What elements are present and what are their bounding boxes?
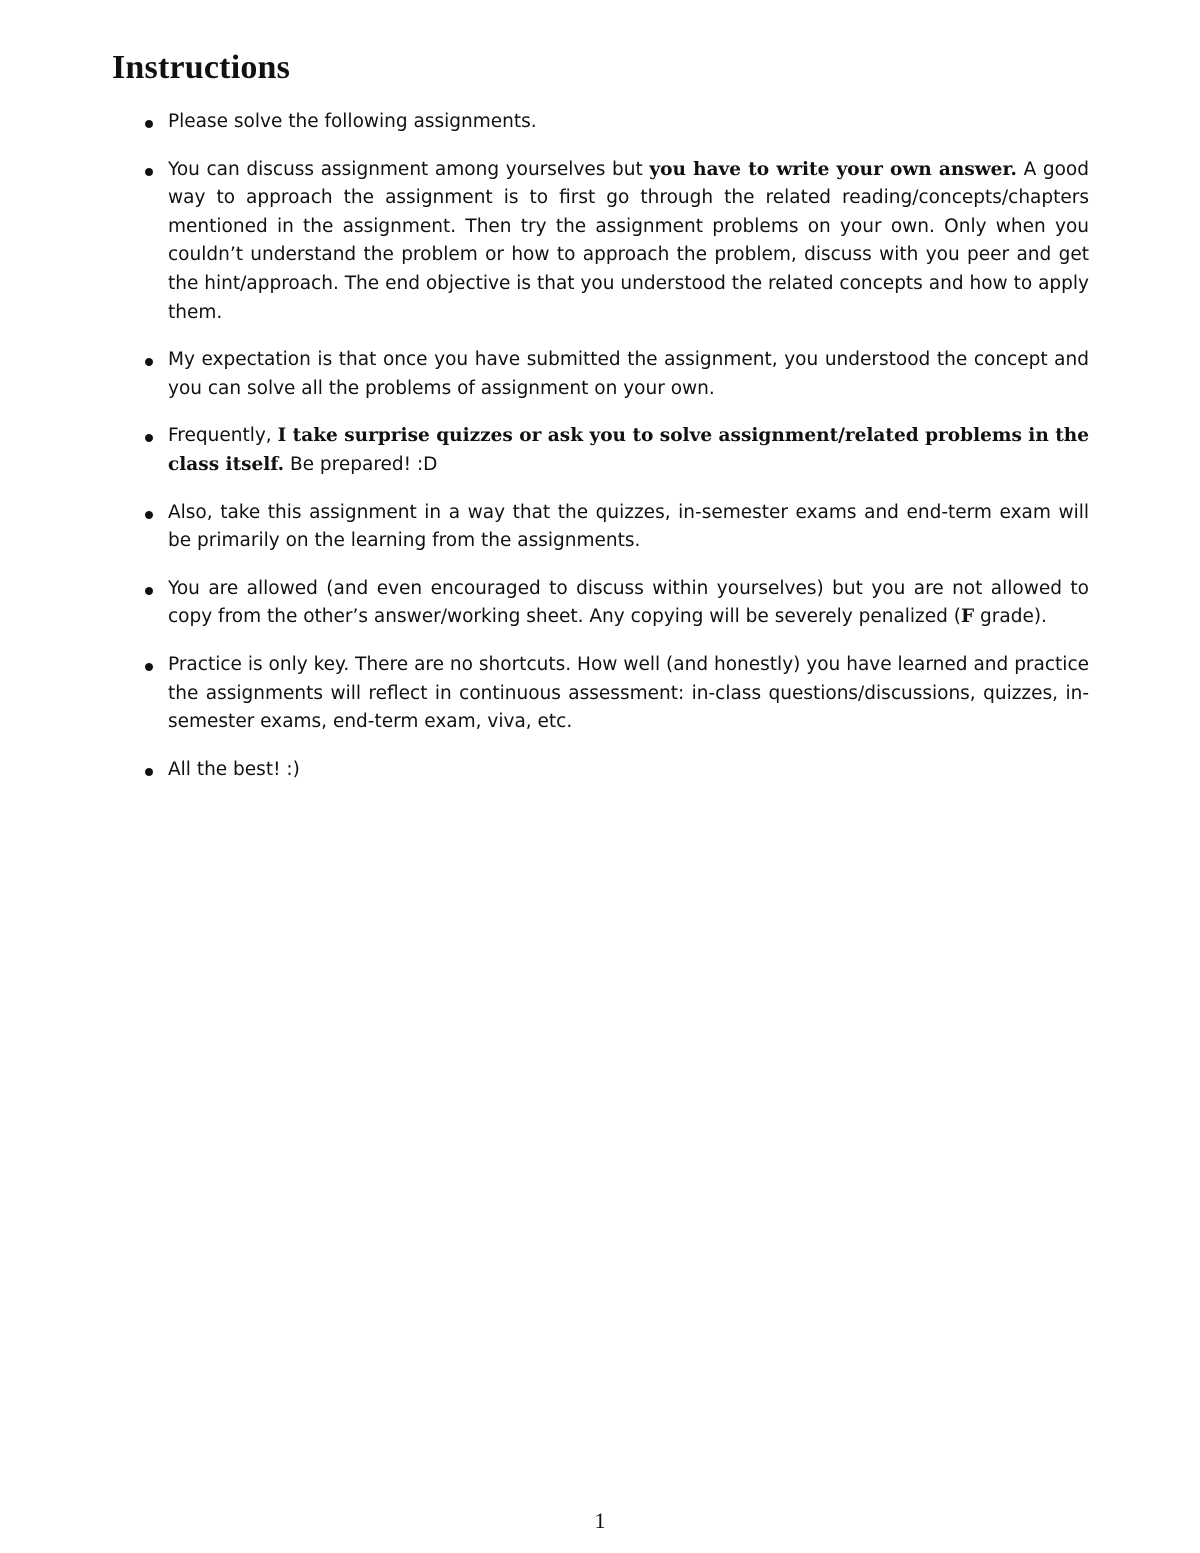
list-item — [168, 156, 1089, 328]
list-item — [168, 422, 1089, 479]
item-text: All the best! :) — [168, 758, 300, 780]
list-item — [168, 499, 1089, 556]
list-item — [168, 575, 1089, 632]
item-text: Please solve the following assignments. — [168, 111, 537, 132]
item-text-before: You can discuss assignment among yourselves but — [168, 158, 650, 180]
item-text: My expectation is that once you have submitted the assignment, you understood the concept and you can solve all the problems of assignment on your own. — [168, 349, 1089, 399]
page-title: Instructions — [112, 49, 291, 86]
item-emphasis: you have to write your own answer. — [649, 158, 1017, 180]
item-text-before: You are allowed (and even encouraged to discuss within yourselves) but you are not allowed to copy from the other’s answer/working sheet. Any copying will be severely penalized ( — [168, 577, 1089, 628]
item-text: Practice is only key. There are no shortcuts. How well (and honestly) you have learned and practice the assignments will reflect in continuous assessment: in-class questions/discussions, quizzes, in-semester exams, end-term exam, viva, etc. — [168, 653, 1089, 733]
page-number: 1 — [594, 1508, 606, 1533]
list-item — [168, 346, 1089, 403]
item-text: Also, take this assignment in a way that the quizzes, in-semester exams and end-term exam will be primarily on the learning from the assignments. — [168, 501, 1089, 552]
item-emphasis: I take surprise quizzes or ask you to solve assignment/related problems in the class itself. — [168, 425, 1089, 475]
list-item — [168, 651, 1089, 737]
item-text-after: Be prepared! :D — [284, 453, 438, 475]
item-text-after: A good way to approach the assignment is to first go through the related reading/concepts/chapters mentioned in the assignment. Then try the assignment problems on your own. Only when you couldn’t understand the problem or how to approach the problem, discuss with you peer and get the hint/approach. The end objective is that you understood the related concepts and how to apply them. — [168, 158, 1089, 323]
instructions-list — [168, 108, 1089, 803]
item-emphasis: F — [961, 606, 975, 628]
item-text-before: Frequently, — [168, 425, 278, 447]
item-text-after: grade). — [974, 606, 1047, 628]
list-item — [168, 756, 1089, 785]
list-item — [168, 108, 1089, 137]
